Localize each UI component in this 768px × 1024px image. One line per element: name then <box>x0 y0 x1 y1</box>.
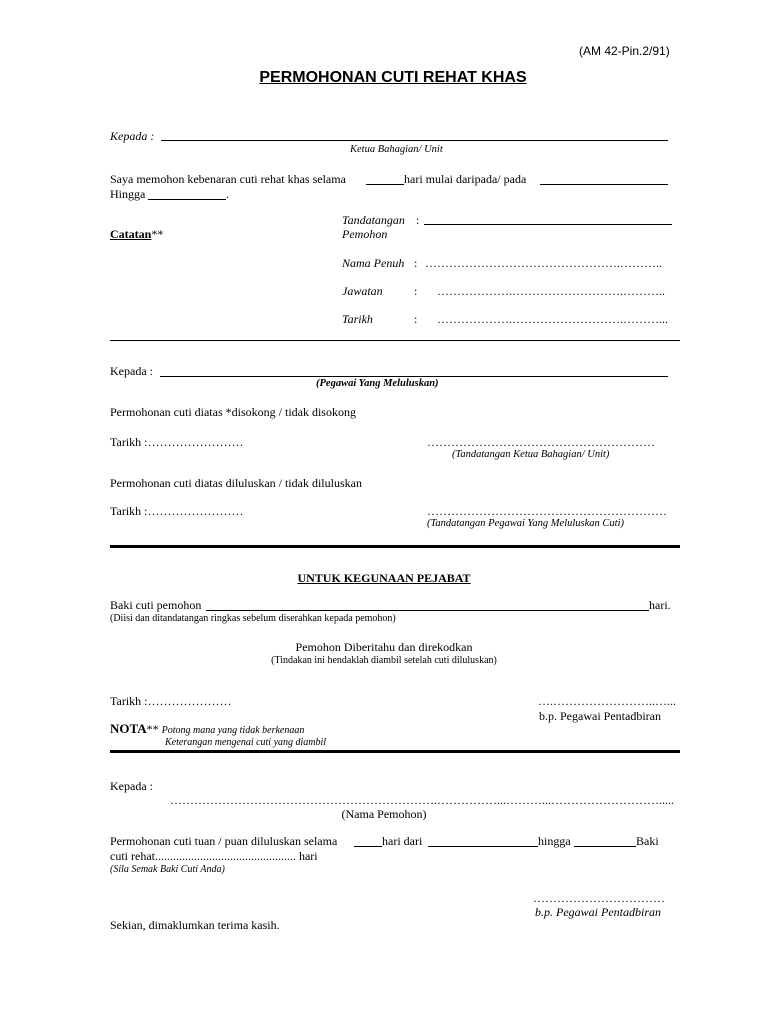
tandatangan-colon: : <box>416 213 420 227</box>
diberitahu-text: Pemohon Diberitahu dan direkodkan <box>295 640 473 654</box>
catatan-label <box>110 227 163 242</box>
sign-dots-pejabat[interactable]: ….……………………..…... <box>538 694 676 708</box>
start-date-field[interactable] <box>540 184 668 185</box>
nota-stars: ** <box>146 722 159 736</box>
lulus-text-1: Permohonan cuti tuan / puan diluluskan selama <box>110 834 338 848</box>
ketua-caption: Ketua Bahagian/ Unit <box>350 144 443 155</box>
bp-pegawai-2: b.p. Pegawai Pentadbiran <box>535 905 661 919</box>
days-field[interactable] <box>366 184 404 185</box>
tarikh-pejabat[interactable]: Tarikh :………………… <box>110 694 232 708</box>
tarikh-disokong[interactable]: Tarikh :…………………… <box>110 435 244 449</box>
form-code: (AM 42-Pin.2/91) <box>579 44 670 58</box>
nota-block <box>110 721 304 737</box>
nama-dots[interactable]: ………………………………………….……….. <box>425 256 662 270</box>
nama-pemohon-caption: (Nama Pemohon) <box>341 807 427 821</box>
nota-line1: Potong mana yang tidak berkenaan <box>161 725 305 736</box>
divider-3 <box>110 750 680 753</box>
pegawai-caption: (Pegawai Yang Meluluskan) <box>316 378 439 389</box>
baki-field[interactable] <box>206 610 649 611</box>
kepada-field-1[interactable] <box>161 140 668 141</box>
sekian-text: Sekian, dimaklumkan terima kasih. <box>110 918 280 932</box>
baki-label: Baki cuti pemohon <box>110 598 202 612</box>
lulus-text-2: hari dari <box>382 834 423 848</box>
diluluskan-text: Permohonan cuti diatas diluluskan / tidak diluluskan <box>110 476 362 490</box>
baki-note: (Diisi dan ditandatangan ringkas sebelum diserahkan kepada pemohon) <box>110 613 396 624</box>
tandatangan-label: Tandatangan <box>342 213 405 227</box>
jawatan-dots[interactable]: ……………….……………………….……….. <box>437 284 665 298</box>
tandatangan-field[interactable] <box>424 224 672 225</box>
jawatan-label: Jawatan <box>342 284 383 298</box>
lulus-to-field[interactable] <box>574 846 636 847</box>
nota-line2: Keterangan mengenai cuti yang diambil <box>165 737 327 748</box>
cuti-rehat-text[interactable]: cuti rehat............................................... hari <box>110 849 318 863</box>
kepada-label-2: Kepada : <box>110 364 153 378</box>
catatan-stars: ** <box>151 227 164 241</box>
office-use-heading: UNTUK KEGUNAAN PEJABAT <box>297 571 471 585</box>
sign-caption-pegawai: (Tandatangan Pegawai Yang Meluluskan Cuti) <box>427 518 624 529</box>
baki-end: hari. <box>649 598 671 612</box>
catatan-text: Catatan <box>110 227 152 241</box>
tarikh-diluluskan[interactable]: Tarikh :…………………… <box>110 504 244 518</box>
kepada-label-4: Kepada : <box>110 779 153 793</box>
nama-colon: : <box>414 256 418 270</box>
request-text-2: hari mulai daripada/ pada <box>404 172 527 186</box>
lulus-text-3: hingga <box>538 834 571 848</box>
request-text-1: Saya memohon kebenaran cuti rehat khas selama <box>110 172 346 186</box>
nama-penuh-label: Nama Penuh <box>342 256 405 270</box>
pemohon-label: Pemohon <box>342 227 388 241</box>
semak-note: (Sila Semak Baki Cuti Anda) <box>110 864 225 875</box>
tarikh-colon: : <box>414 312 418 326</box>
kepada-label-1: Kepada : <box>110 129 155 143</box>
disokong-text: Permohonan cuti diatas *disokong / tidak disokong <box>110 405 356 419</box>
lulus-from-field[interactable] <box>428 846 538 847</box>
sign-caption-ketua: (Tandatangan Ketua Bahagian/ Unit) <box>452 449 610 460</box>
kepada-field-2[interactable] <box>160 376 668 377</box>
kepada-dots-4[interactable]: ………………………………………………………….……………...………...………………………..... <box>170 793 674 807</box>
nota-label: NOTA <box>110 721 147 736</box>
sign-dots-ketua[interactable]: ………………………………………………… <box>427 435 655 449</box>
lulus-text-4: Baki <box>636 834 659 848</box>
sign-dots-final[interactable]: …………………………… <box>533 891 665 905</box>
tarikh-label-1: Tarikh <box>342 312 373 326</box>
sign-dots-pegawai[interactable]: …………………………………………………… <box>427 504 667 518</box>
page-title: PERMOHONAN CUTI REHAT KHAS <box>259 69 527 86</box>
tarikh-dots[interactable]: ……………….……………………….………... <box>437 312 668 326</box>
lulus-days-field[interactable] <box>354 846 382 847</box>
hingga-label: Hingga <box>110 187 146 201</box>
end-date-field[interactable] <box>148 199 226 200</box>
divider-2 <box>110 545 680 548</box>
hingga-end: . <box>226 187 229 201</box>
jawatan-colon: : <box>414 284 418 298</box>
bp-pegawai-1: b.p. Pegawai Pentadbiran <box>539 709 661 723</box>
diberitahu-note: (Tindakan ini hendaklah diambil setelah cuti diluluskan) <box>271 655 497 666</box>
divider-1 <box>110 340 680 341</box>
